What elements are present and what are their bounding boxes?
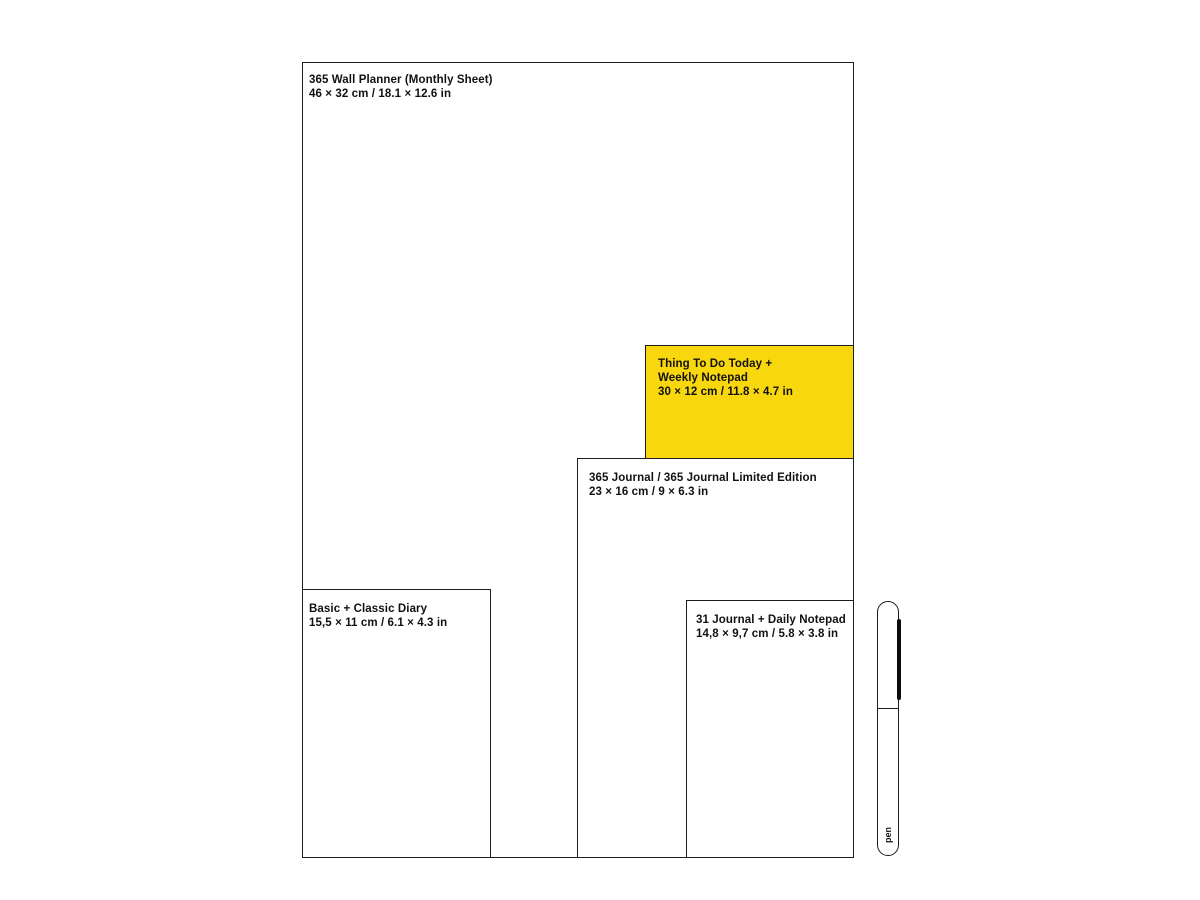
wall-planner-title: 365 Wall Planner (Monthly Sheet) — [309, 74, 493, 86]
pen-label: pen — [883, 827, 893, 844]
pen-clip — [897, 619, 902, 700]
box-journal-31 — [686, 600, 854, 858]
weekly-notepad-title-line2: Weekly Notepad — [658, 372, 749, 384]
weekly-notepad-title-line1: Thing To Do Today + — [658, 358, 773, 370]
journal-365-dimensions: 23 × 16 cm / 9 × 6.3 in — [589, 486, 709, 498]
journal-31-title: 31 Journal + Daily Notepad — [696, 614, 846, 626]
journal-31-dimensions: 14,8 × 9,7 cm / 5.8 × 3.8 in — [696, 628, 839, 640]
diary-dimensions: 15,5 × 11 cm / 6.1 × 4.3 in — [309, 617, 448, 629]
box-basic-classic-diary — [302, 589, 491, 858]
weekly-notepad-dimensions: 30 × 12 cm / 11.8 × 4.7 in — [658, 386, 793, 398]
diary-title: Basic + Classic Diary — [309, 603, 428, 615]
pen-cap-divider — [878, 708, 898, 709]
pen-illustration — [877, 601, 899, 856]
wall-planner-dimensions: 46 × 32 cm / 18.1 × 12.6 in — [309, 88, 452, 100]
journal-365-title: 365 Journal / 365 Journal Limited Edition — [589, 472, 817, 484]
